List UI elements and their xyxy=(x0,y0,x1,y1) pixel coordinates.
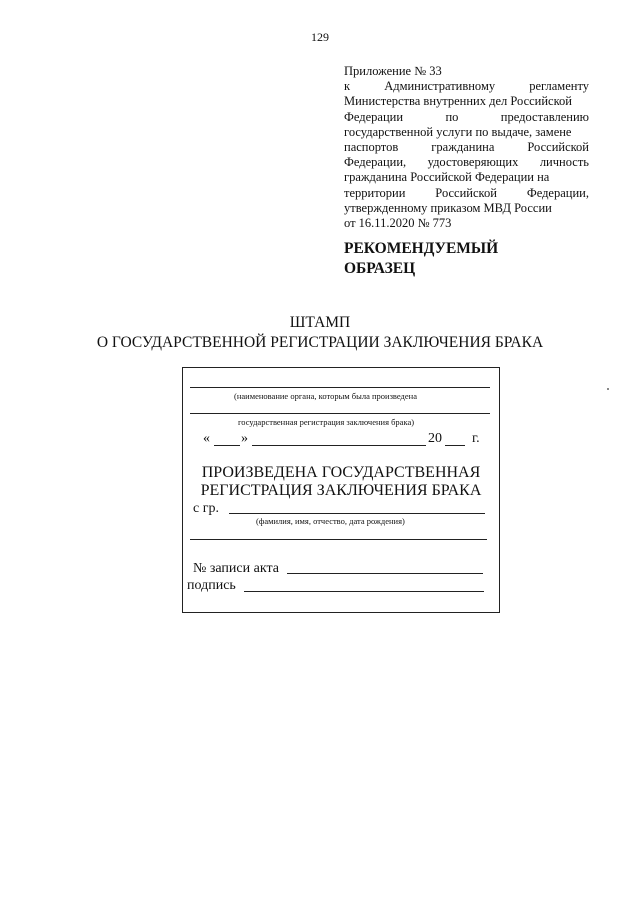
appendix-word: удостоверяющих xyxy=(427,155,519,170)
appendix-word: Приложение № 33 xyxy=(344,64,442,78)
record-number-label: № записи акта xyxy=(193,561,279,576)
appendix-word: Федерации, xyxy=(344,155,407,170)
appendix-line xyxy=(344,155,589,170)
appendix-word: Федерации, xyxy=(526,185,589,200)
appendix-word: по xyxy=(445,109,459,124)
appendix-word: регламенту xyxy=(529,79,589,94)
appendix-reference xyxy=(344,64,589,231)
page-number: 129 xyxy=(311,30,329,44)
recommended-sample-heading xyxy=(344,239,498,279)
appendix-word: государственной услуги по выдаче, замене xyxy=(344,124,572,139)
appendix-line xyxy=(344,64,589,79)
scan-speck xyxy=(607,388,609,390)
appendix-word: Административному xyxy=(384,79,496,94)
stamp-title xyxy=(0,313,640,353)
stamp-heading-2: РЕГИСТРАЦИЯ ЗАКЛЮЧЕНИЯ БРАКА xyxy=(200,482,482,499)
citizen-label: с гр. xyxy=(193,501,219,516)
date-year-suffix: г. xyxy=(472,431,480,446)
recommended-line-1: РЕКОМЕНДУЕМЫЙ xyxy=(344,240,499,257)
date-month-field[interactable] xyxy=(252,445,426,446)
authority-caption-1: (наименование органа, которым была произведена xyxy=(234,391,417,401)
date-day-field[interactable] xyxy=(214,445,240,446)
appendix-line xyxy=(344,125,589,140)
appendix-line xyxy=(344,201,589,216)
appendix-word: к xyxy=(344,79,351,94)
signature-label: подпись xyxy=(187,578,236,593)
appendix-word: Российской xyxy=(435,185,497,200)
appendix-word: гражданина Российской Федерации на xyxy=(344,170,550,185)
date-year-field[interactable] xyxy=(445,445,465,446)
appendix-line xyxy=(344,140,589,155)
stamp-title-line-2: О ГОСУДАРСТВЕННОЙ РЕГИСТРАЦИИ ЗАКЛЮЧЕНИЯ БРАКА xyxy=(96,334,544,351)
authority-caption-2: государственная регистрация заключения брака) xyxy=(238,417,415,427)
record-number-field[interactable] xyxy=(287,573,483,574)
appendix-line xyxy=(344,79,589,94)
date-year-prefix: 20 xyxy=(428,431,442,446)
appendix-line xyxy=(344,110,589,125)
appendix-word: утвержденному приказом МВД России xyxy=(344,200,552,215)
stamp-heading-1: ПРОИЗВЕДЕНА ГОСУДАРСТВЕННАЯ xyxy=(201,464,481,481)
appendix-word: личность xyxy=(539,155,589,170)
person-caption: (фамилия, имя, отчество, дата рождения) xyxy=(256,516,405,526)
appendix-word: паспортов xyxy=(344,139,399,154)
appendix-line xyxy=(344,170,589,185)
recommended-line-2: ОБРАЗЕЦ xyxy=(344,260,416,277)
appendix-word: гражданина xyxy=(431,139,495,154)
authority-line-1[interactable] xyxy=(190,387,490,388)
appendix-word: предоставлению xyxy=(500,109,589,124)
appendix-word: Федерации xyxy=(344,109,404,124)
signature-field[interactable] xyxy=(244,591,484,592)
appendix-line xyxy=(344,216,589,231)
authority-line-2[interactable] xyxy=(190,413,490,414)
appendix-line xyxy=(344,94,589,109)
appendix-word: территории xyxy=(344,185,406,200)
appendix-word: от 16.11.2020 № 773 xyxy=(344,215,452,230)
date-close-quote: » xyxy=(241,431,248,446)
appendix-line xyxy=(344,186,589,201)
appendix-word: Российской xyxy=(527,139,589,154)
date-open-quote: « xyxy=(203,431,210,446)
citizen-name-field[interactable] xyxy=(229,513,485,514)
stamp-title-line-1: ШТАМП xyxy=(289,314,351,331)
appendix-word: Министерства внутренних дел Российской xyxy=(344,94,572,109)
citizen-extra-line[interactable] xyxy=(190,539,487,540)
